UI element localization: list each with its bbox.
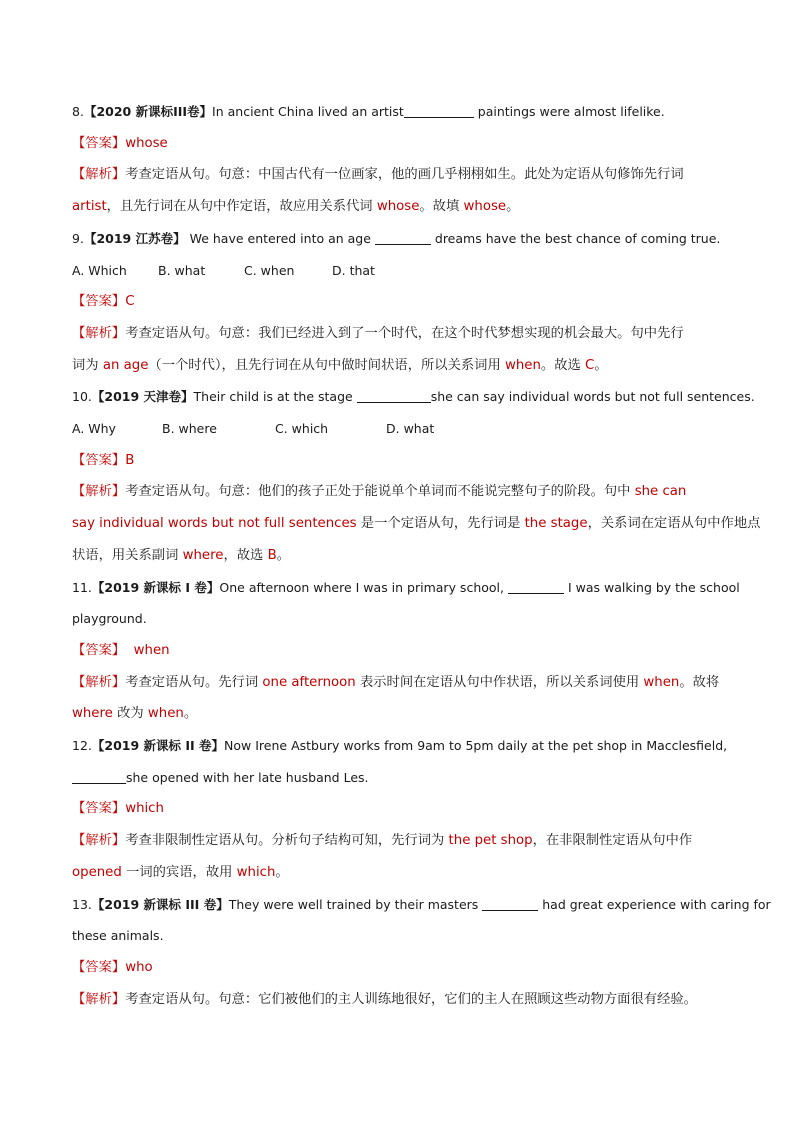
answer-blank: [404, 104, 474, 118]
answer-label: 【答案】: [72, 135, 126, 151]
answer-blank: [375, 231, 431, 245]
question-11-stem-cont: playground.: [72, 611, 147, 627]
question-8-stem: 8.【2020 新课标III卷】In ancient China lived an artist paintings were almost lifelike.: [72, 104, 665, 119]
question-number: 13.: [72, 896, 92, 912]
analysis-label: 【解析】: [72, 674, 126, 690]
answer-label: 【答案】: [72, 452, 126, 468]
question-12-stem-cont: she opened with her late husband Les.: [72, 762, 722, 794]
question-source: 【2020 新课标III卷】: [83, 104, 213, 119]
question-11-stem: 11.【2019 新课标 I 卷】One afternoon where I was in primary school, I was walking by the school: [72, 579, 740, 595]
answer-label: 【答案】: [72, 642, 126, 658]
answer-value: when: [125, 642, 170, 658]
analysis-label: 【解析】: [72, 325, 126, 341]
question-9-stem: 9.【2019 江苏卷】 We have entered into an age dreams have the best chance of coming true.: [72, 230, 721, 246]
question-number: 10.: [72, 389, 92, 405]
question-11-analysis-line-1: 【解析】考查定语从句。先行词 one afternoon 表示时间在定语从句中作状语，所以关系词使用 when。故将: [72, 674, 720, 690]
question-11-analysis-line-2: where 改为 when。: [72, 706, 198, 722]
question-10-analysis-line-2: say individual words but not full sentences 是一个定语从句，先行词是 the stage，关系词在定语从句中作地点: [72, 516, 761, 532]
question-number: 9.: [72, 230, 84, 246]
question-10-answer: [72, 445, 722, 477]
question-9-answer: [72, 286, 722, 318]
question-13-answer: [72, 952, 722, 984]
question-number: 8.: [72, 104, 84, 119]
answer-value: whose: [125, 135, 168, 151]
option-a: A. Why: [72, 421, 116, 437]
question-13-stem: 13.【2019 新课标 III 卷】They were well trained by their masters had great experience with caring for: [72, 896, 771, 912]
option-d: D. what: [386, 421, 435, 437]
question-9-analysis-line-1: 【解析】考查定语从句。句意：我们已经进入到了一个时代，在这个时代梦想实现的机会最大。句中先行: [72, 325, 684, 341]
question-source: 【2019 新课标 II 卷】: [91, 738, 225, 754]
analysis-label: 【解析】: [72, 991, 126, 1007]
question-source: 【2019 天津卷】: [91, 389, 194, 405]
option-c: C. when: [244, 262, 295, 278]
answer-label: 【答案】: [72, 294, 126, 310]
question-number: 12.: [72, 738, 92, 754]
question-8-answer: [72, 128, 722, 160]
analysis-label: 【解析】: [72, 484, 126, 500]
question-10-stem: 10.【2019 天津卷】Their child is at the stage she can say individual words but not full sentences.: [72, 389, 755, 405]
question-12-analysis-line-1: 【解析】考查非限制性定语从句。分析句子结构可知，先行词为 the pet shop，在非限制性定语从句中作: [72, 833, 693, 849]
analysis-label: 【解析】: [72, 167, 126, 183]
answer-label: 【答案】: [72, 959, 126, 975]
question-source: 【2019 新课标 III 卷】: [91, 896, 229, 912]
question-8-analysis-line-1: 【解析】考查定语从句。句意：中国古代有一位画家，他的画几乎栩栩如生。此处为定语从句修饰先行词: [72, 167, 684, 183]
question-12-analysis-line-2: opened 一词的宾语，故用 which。: [72, 864, 289, 880]
question-source: 【2019 新课标 I 卷】: [91, 579, 220, 595]
option-a: A. Which: [72, 262, 127, 278]
question-13-stem-cont: these animals.: [72, 928, 164, 944]
question-9-analysis-line-2: 词为 an age（一个时代），且先行词在从句中做时间状语，所以关系词用 when。故选 C。: [72, 357, 608, 373]
question-number: 11.: [72, 579, 92, 595]
answer-blank: [482, 897, 538, 911]
answer-blank: [72, 770, 126, 784]
question-8-analysis-line-2: artist，且先行词在从句中作定语，故应用关系代词 whose。故填 whose。: [72, 199, 520, 215]
question-9-options: [72, 255, 722, 287]
question-11-answer: [72, 635, 722, 667]
question-source: 【2019 江苏卷】: [83, 230, 186, 246]
option-d: D. that: [332, 262, 375, 278]
answer-label: 【答案】: [72, 801, 126, 817]
analysis-label: 【解析】: [72, 833, 126, 849]
answer-value: C: [125, 294, 135, 310]
answer-blank: [357, 389, 431, 403]
option-c: C. which: [275, 421, 329, 437]
exercise-page: [72, 96, 771, 1015]
question-12-answer: [72, 793, 722, 825]
option-b: B. where: [162, 421, 217, 437]
answer-value: which: [125, 801, 164, 817]
question-12-stem: 12.【2019 新课标 II 卷】Now Irene Astbury works from 9am to 5pm daily at the pet shop in Macclesfield,: [72, 738, 728, 754]
question-10-options: [72, 413, 722, 445]
question-10-analysis-line-1: 【解析】考查定语从句。句意：他们的孩子正处于能说单个单词而不能说完整句子的阶段。句中 she can: [72, 484, 687, 500]
answer-value: B: [125, 452, 135, 468]
question-13-analysis-line-1: 【解析】考查定语从句。句意：它们被他们的主人训练地很好，它们的主人在照顾这些动物方面很有经验。: [72, 991, 697, 1007]
answer-value: who: [125, 959, 153, 975]
option-b: B. what: [158, 262, 206, 278]
answer-blank: [508, 580, 564, 594]
question-10-analysis-line-3: 状语，用关系副词 where，故选 B。: [72, 547, 290, 563]
